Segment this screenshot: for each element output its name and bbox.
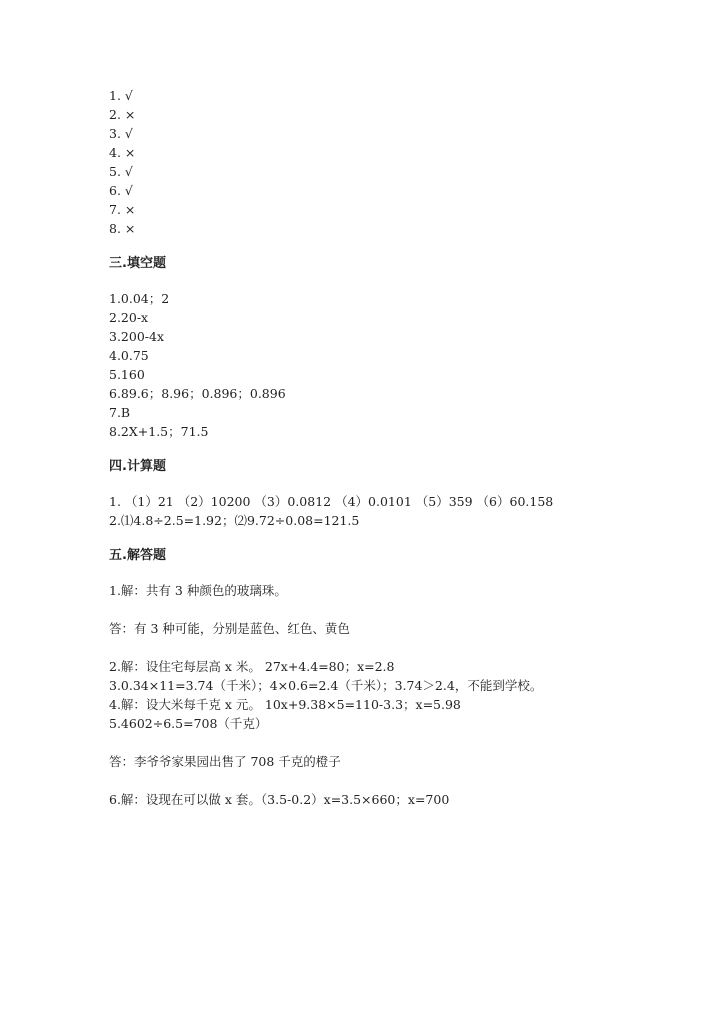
solve-answers: [109, 581, 689, 809]
judge-answer-5: 5. √: [109, 164, 133, 179]
solve-question-3: 3.0.34×11=3.74（千米）；4×0.6=2.4（千米）；3.74＞2.4，不能到学校。: [109, 678, 543, 693]
calc-answers: [109, 492, 689, 530]
section-title-calc: 四.计算题: [109, 459, 166, 474]
fill-answer-5: 5.160: [109, 367, 145, 382]
fill-answer-7: 7.B: [109, 405, 131, 420]
fill-answer-4: 4.0.75: [109, 348, 149, 363]
calc-answer-2: 2.⑴4.8÷2.5=1.92；⑵9.72÷0.08=121.5: [109, 513, 360, 528]
calc-answer-1: 1. （1）21 （2）10200 （3）0.0812 （4）0.0101 （5）359 （6）60.158: [109, 494, 554, 509]
section-title-fill: 三.填空题: [109, 256, 166, 271]
solve-answer-5: 答：李爷爷家果园出售了 708 千克的橙子: [109, 754, 341, 769]
solve-question-4: 4.解：设大米每千克 x 元。 10x+9.38×5=110-3.3；x=5.98: [109, 697, 461, 712]
judge-answer-8: 8. ×: [109, 221, 136, 236]
fill-answer-8: 8.2X+1.5；71.5: [109, 424, 209, 439]
judge-answer-4: 4. ×: [109, 145, 136, 160]
solve-question-2: 2.解：设住宅每层高 x 米。 27x+4.4=80；x=2.8: [109, 659, 395, 674]
answer-document: [109, 86, 689, 809]
fill-answer-1: 1.0.04；2: [109, 291, 170, 306]
solve-question-6: 6.解：设现在可以做 x 套。（3.5-0.2）x=3.5×660；x=700: [109, 792, 450, 807]
fill-answer-2: 2.20-x: [109, 310, 149, 325]
judge-answer-2: 2. ×: [109, 107, 136, 122]
judge-answer-1: 1. √: [109, 88, 133, 103]
judge-answer-3: 3. √: [109, 126, 133, 141]
fill-answer-3: 3.200-4x: [109, 329, 165, 344]
fill-answer-6: 6.89.6；8.96；0.896；0.896: [109, 386, 286, 401]
fill-answers: [109, 289, 689, 441]
solve-answer-1: 答：有 3 种可能，分别是蓝色、红色、黄色: [109, 621, 350, 636]
section-title-solve: 五.解答题: [109, 548, 166, 563]
judge-answer-7: 7. ×: [109, 202, 136, 217]
solve-question-1: 1.解：共有 3 种颜色的玻璃珠。: [109, 583, 287, 598]
judge-answer-6: 6. √: [109, 183, 133, 198]
judge-answers: [109, 86, 689, 238]
solve-question-5: 5.4602÷6.5=708（千克）: [109, 716, 268, 731]
